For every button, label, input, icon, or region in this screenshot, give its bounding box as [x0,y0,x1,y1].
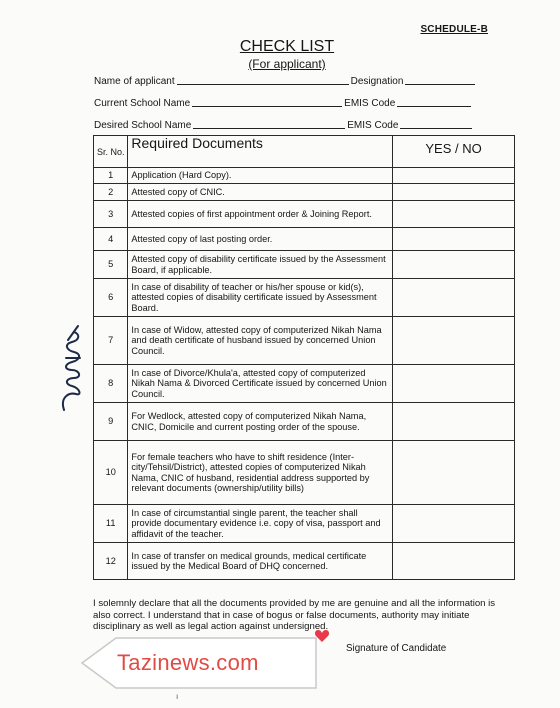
document-description: In case of disability of teacher or his/her spouse or kid(s), attested copies of disability certificate issued by Assessment Board. [128,279,393,317]
table-row [94,441,515,505]
emis-code-label: EMIS Code [347,120,399,131]
row-number: 8 [94,365,128,403]
emis-code-label: EMIS Code [344,98,396,109]
applicant-row [92,73,488,87]
checklist-table [93,135,515,580]
row-number: 4 [94,228,128,251]
desired-school-row [92,117,488,131]
row-number: 6 [94,279,128,317]
schedule-label: SCHEDULE-B [420,24,488,35]
current-school-name-label: Current School Name [94,98,191,109]
yes-no-cell[interactable] [393,228,515,251]
sr-no-header: Sr. No. [94,136,128,168]
yes-no-cell[interactable] [393,168,515,184]
page-title: CHECK LIST [239,38,335,55]
designation-label: Designation [350,76,404,87]
emis-code-field[interactable] [397,106,471,107]
yes-no-cell[interactable] [393,403,515,441]
document-description: In case of circumstantial single parent, the teacher shall provide documentary evidence i.e. copy of visa, passport and affidavit of the teacher. [128,505,393,543]
row-number: 1 [94,168,128,184]
document-description: Attested copy of last posting order. [128,228,393,251]
stray-mark: ı [176,692,179,701]
yes-no-cell[interactable] [393,543,515,580]
document-description: Attested copies of first appointment order & Joining Report. [128,201,393,228]
name-of-applicant-label: Name of applicant [94,76,175,87]
required-documents-header: Required Documents [128,136,393,168]
desired-school-name-field[interactable] [193,128,345,129]
yes-no-cell[interactable] [393,365,515,403]
designation-field[interactable] [405,84,475,85]
yes-no-cell[interactable] [393,505,515,543]
table-row [94,228,515,251]
table-row [94,168,515,184]
signature-of-candidate-label: Signature of Candidate [346,643,447,654]
yes-no-cell[interactable] [393,201,515,228]
row-number: 12 [94,543,128,580]
table-row [94,505,515,543]
yes-no-cell[interactable] [393,184,515,201]
table-row [94,184,515,201]
current-school-name-field[interactable] [192,106,342,107]
yes-no-header: YES / NO [393,136,515,168]
document-description: In case of transfer on medical grounds, medical certificate issued by the Medical Board of DHQ concerned. [128,543,393,580]
handwritten-signature [58,318,88,414]
document-description: For Wedlock, attested copy of computerized Nikah Nama, CNIC, Domicile and current posting order of the spouse. [128,403,393,441]
document-description: For female teachers who have to shift residence (Inter-city/Tehsil/District), attested copies of computerized Nikah Nama, CNIC of husband, residential address supported by relevant documents (ownership/utility bills) [128,441,393,505]
table-row [94,403,515,441]
current-school-row [92,95,488,109]
document-description: In case of Widow, attested copy of computerized Nikah Nama and death certificate of husband issued by concerned Union Council. [128,317,393,365]
table-row [94,365,515,403]
document-description: Attested copy of disability certificate issued by the Assessment Board, if applicable. [128,251,393,279]
row-number: 9 [94,403,128,441]
table-row [94,251,515,279]
emis-code-field[interactable] [400,128,472,129]
declaration-text: I solemnly declare that all the documents provided by me are genuine and all the information is also correct. I understand that in case of bogus or false documents, authority may initiate disciplinary as well as legal action against undersigned. [93,598,496,632]
row-number: 10 [94,441,128,505]
table-row [94,317,515,365]
table-row [94,279,515,317]
yes-no-cell[interactable] [393,441,515,505]
row-number: 3 [94,201,128,228]
row-number: 5 [94,251,128,279]
document-description: Attested copy of CNIC. [128,184,393,201]
row-number: 7 [94,317,128,365]
yes-no-cell[interactable] [393,279,515,317]
document-description: Application (Hard Copy). [128,168,393,184]
table-row [94,201,515,228]
table-header-row [94,136,515,168]
table-row [94,543,515,580]
desired-school-name-label: Desired School Name [94,120,192,131]
name-of-applicant-field[interactable] [177,84,349,85]
watermark-text: Tazinews.com [117,650,259,675]
page-subtitle: (For applicant) [248,57,326,71]
yes-no-cell[interactable] [393,317,515,365]
yes-no-cell[interactable] [393,251,515,279]
document-description: In case of Divorce/Khula'a, attested copy of computerized Nikah Nama & Divorced Certificate issued by concerned Union Council. [128,365,393,403]
row-number: 2 [94,184,128,201]
row-number: 11 [94,505,128,543]
